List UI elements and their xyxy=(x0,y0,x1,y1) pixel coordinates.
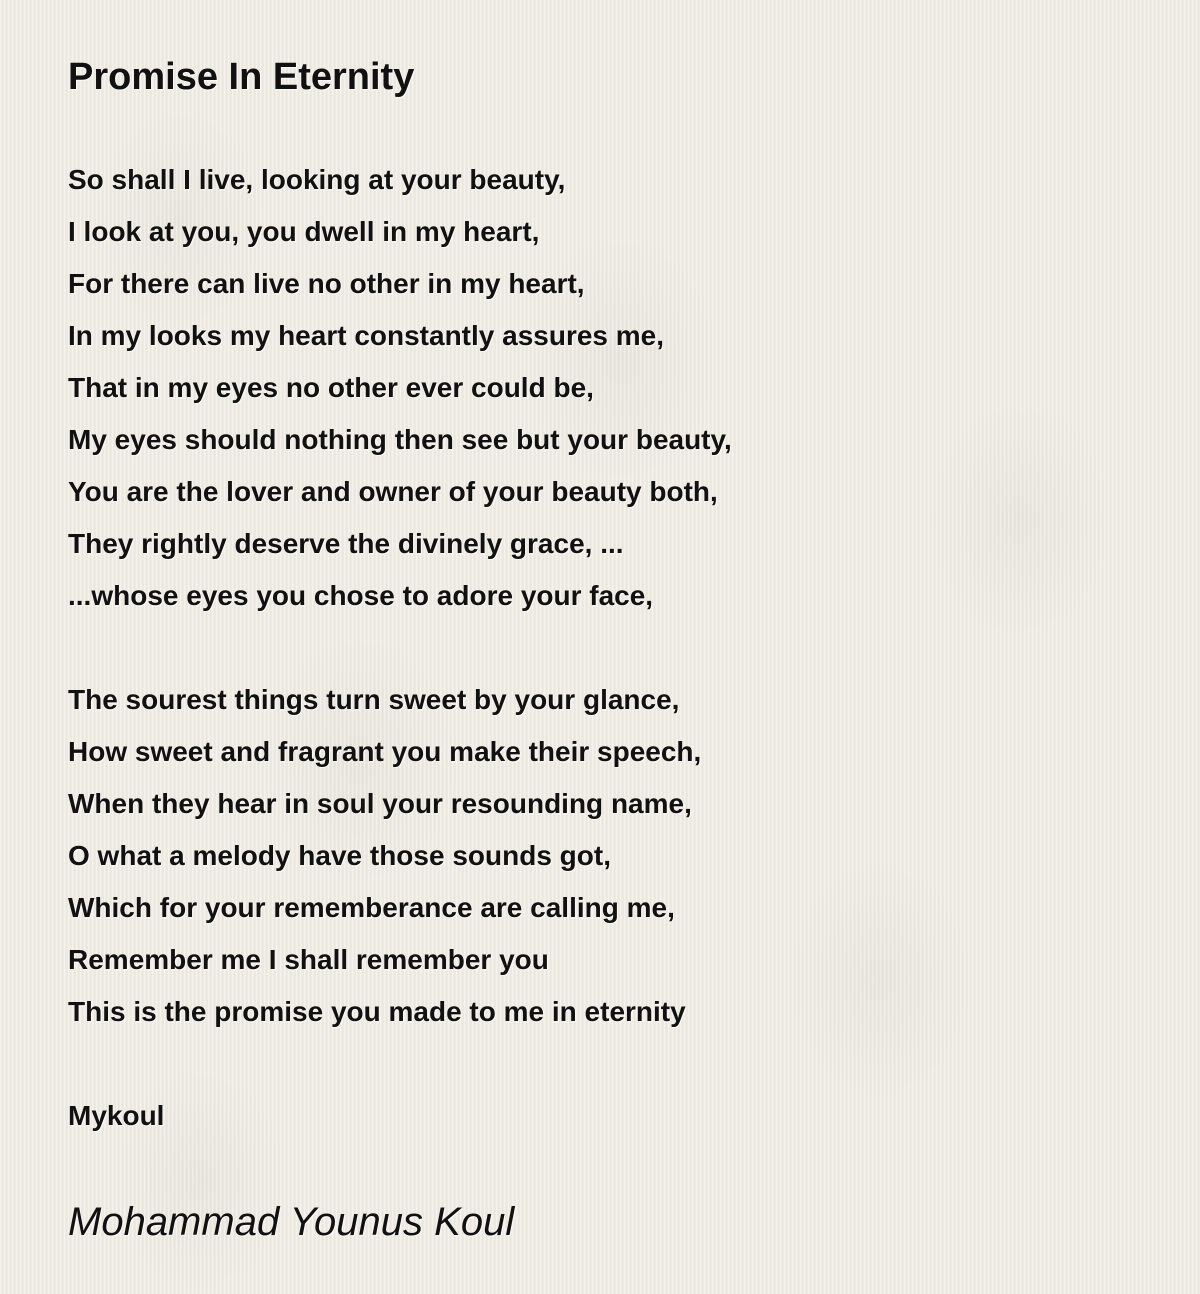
poem-line: They rightly deserve the divinely grace, ... xyxy=(68,528,624,559)
poem-line: ...whose eyes you chose to adore your face, xyxy=(68,580,654,611)
poem-title: Promise In Eternity xyxy=(68,56,415,98)
poem-line: Remember me I shall remember you xyxy=(68,944,549,975)
poem-line: O what a melody have those sounds got, xyxy=(68,840,611,871)
poem-line: That in my eyes no other ever could be, xyxy=(68,372,594,403)
poem-line: This is the promise you made to me in eternity xyxy=(68,996,686,1027)
poem-line: For there can live no other in my heart, xyxy=(68,268,585,299)
poem-line: In my looks my heart constantly assures me, xyxy=(68,320,665,351)
poem-line: So shall I live, looking at your beauty, xyxy=(68,164,566,195)
poem-line: I look at you, you dwell in my heart, xyxy=(68,216,540,247)
stanza-2 xyxy=(68,674,1148,1038)
poem-line: My eyes should nothing then see but your beauty, xyxy=(68,424,732,455)
poem-line: You are the lover and owner of your beauty both, xyxy=(68,476,718,507)
stanza-1 xyxy=(68,154,1148,622)
author-name: Mohammad Younus Koul xyxy=(68,1200,515,1244)
poem-container xyxy=(68,54,1148,1246)
poem-signoff: Mykoul xyxy=(68,1100,165,1131)
poem-line: When they hear in soul your resounding name, xyxy=(68,788,692,819)
poem-line: How sweet and fragrant you make their speech, xyxy=(68,736,702,767)
poem-body xyxy=(68,154,1148,1142)
poem-line: The sourest things turn sweet by your glance, xyxy=(68,684,680,715)
poem-line: Which for your rememberance are calling me, xyxy=(68,892,675,923)
